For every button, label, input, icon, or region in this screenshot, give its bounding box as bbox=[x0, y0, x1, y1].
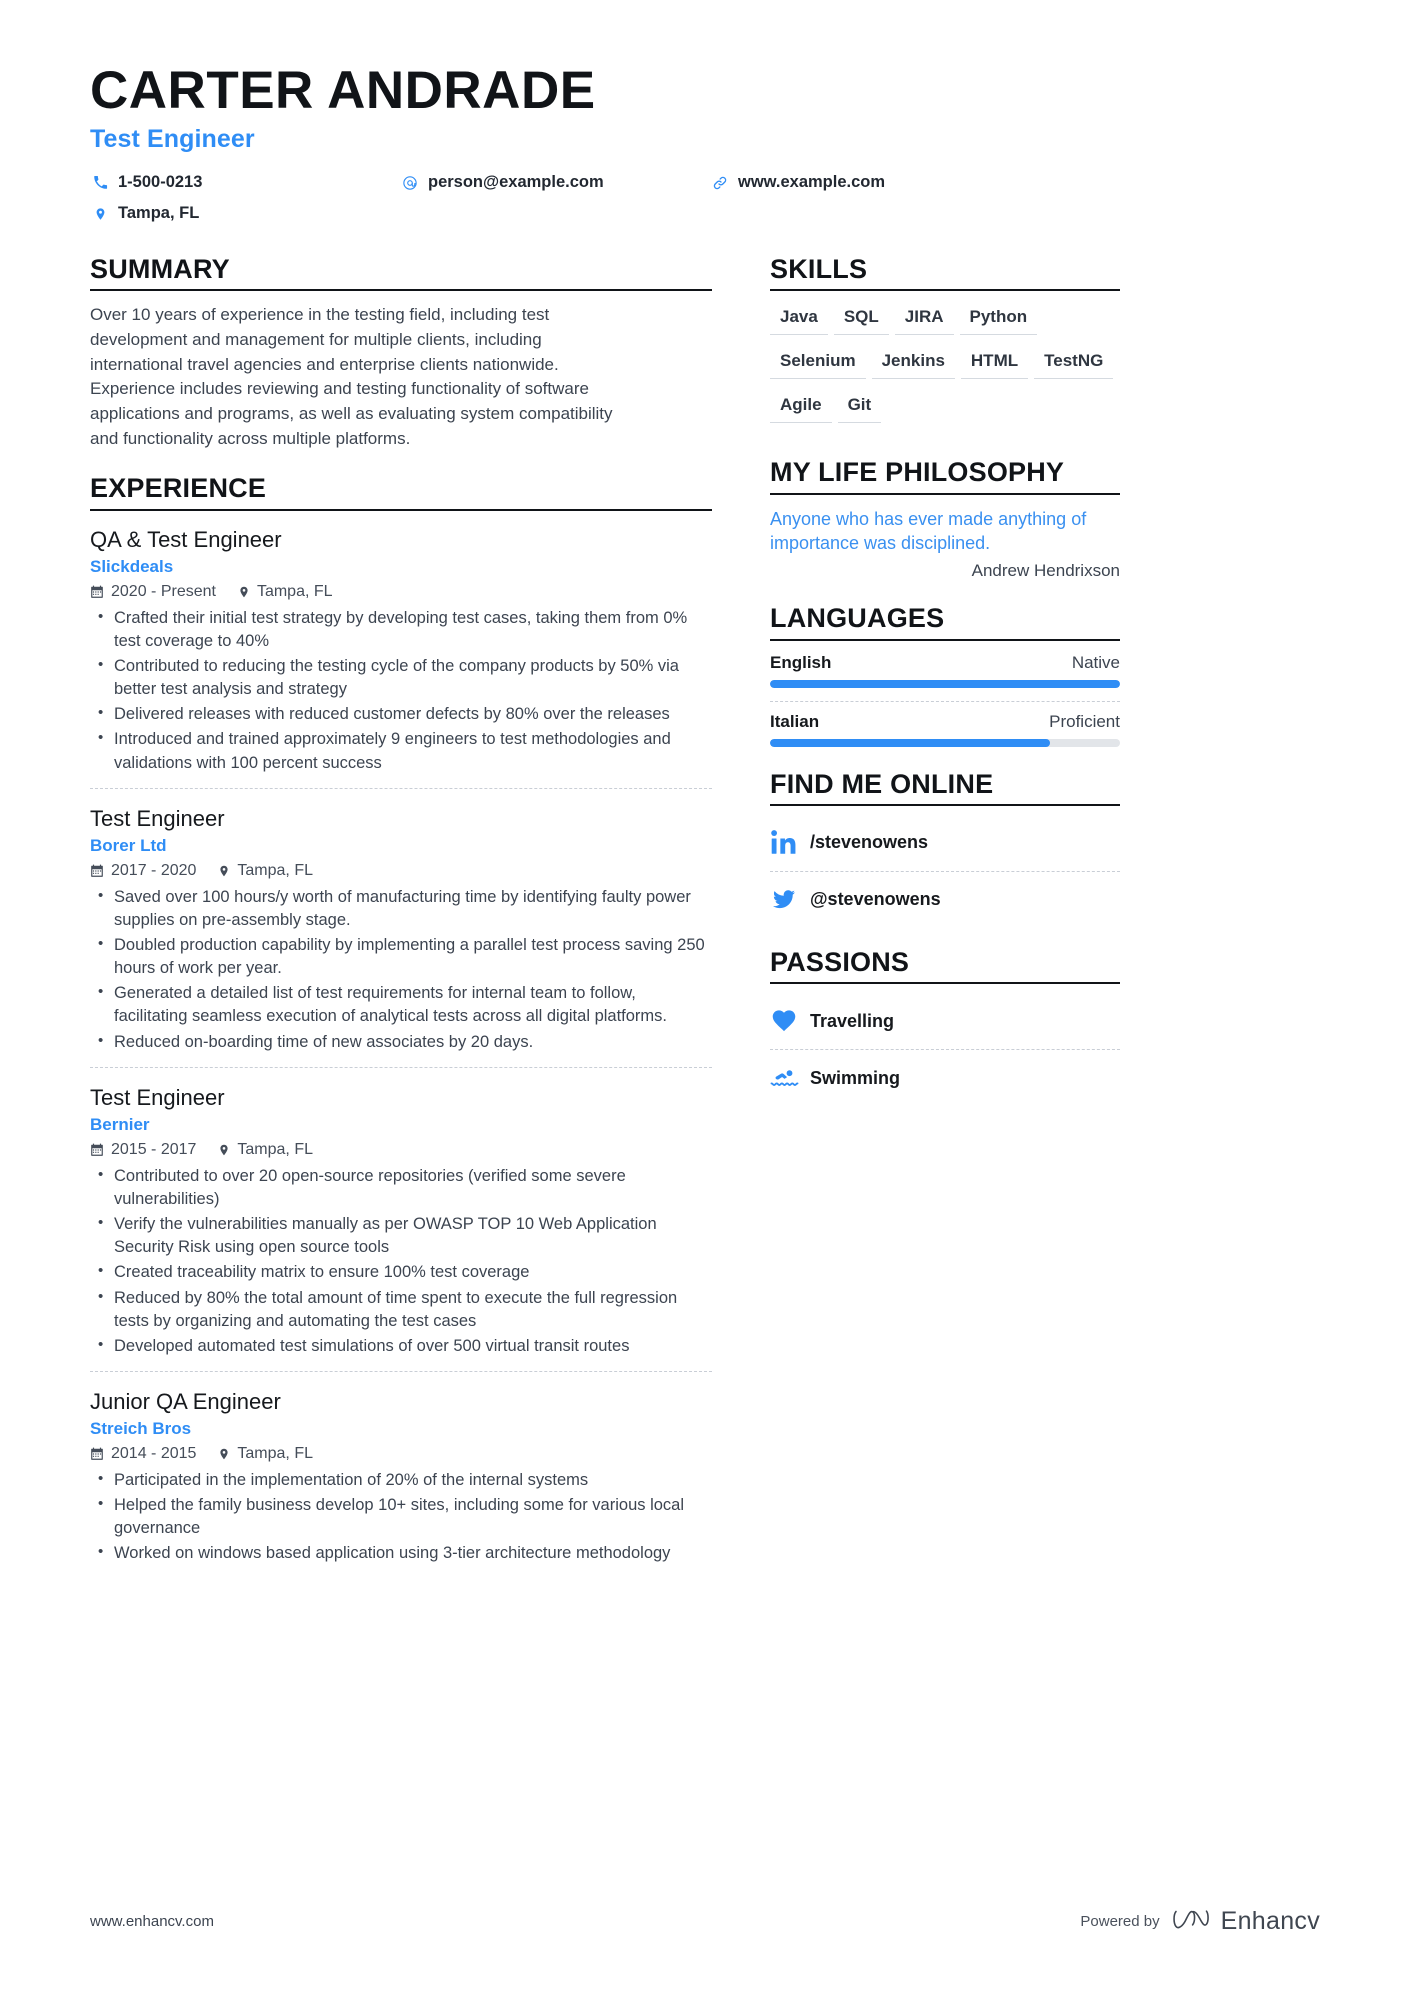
experience-title: EXPERIENCE bbox=[90, 473, 267, 504]
experience-section bbox=[90, 473, 712, 1565]
calendar-icon bbox=[90, 864, 104, 878]
section-rule bbox=[770, 639, 1120, 641]
section-rule bbox=[770, 289, 1120, 291]
bullet-item: • Helped the family business develop 10+ sites, including some for various local governance bbox=[90, 1494, 712, 1540]
skill-tag[interactable]: Git bbox=[838, 391, 882, 423]
location-icon bbox=[218, 1143, 230, 1157]
section-rule bbox=[90, 289, 712, 291]
experience-company[interactable]: Borer Ltd bbox=[90, 835, 167, 855]
experience-entry bbox=[90, 523, 712, 775]
job-title: Test Engineer bbox=[90, 125, 255, 154]
page-footer bbox=[90, 1906, 1320, 1937]
summary-section bbox=[90, 254, 712, 451]
language-item bbox=[770, 712, 1120, 747]
language-level: Proficient bbox=[1049, 711, 1120, 731]
skill-tag[interactable]: JIRA bbox=[895, 303, 954, 335]
location-icon bbox=[238, 585, 250, 599]
skill-tag[interactable]: TestNG bbox=[1034, 347, 1113, 379]
powered-by-label: Powered by bbox=[1080, 1913, 1160, 1930]
section-rule bbox=[90, 509, 712, 511]
languages-title: LANGUAGES bbox=[770, 603, 945, 634]
bullet-item: • Contributed to over 20 open-source repositories (verified some severe vulnerabilities) bbox=[90, 1165, 712, 1211]
bullet-item: • Doubled production capability by implementing a parallel test process saving 250 hours of work per year. bbox=[90, 934, 712, 980]
contact-details bbox=[90, 170, 1090, 232]
skills-section bbox=[770, 254, 1120, 435]
page-title: CARTER ANDRADE bbox=[90, 61, 596, 120]
experience-meta bbox=[90, 583, 712, 601]
language-name: Italian bbox=[770, 711, 820, 731]
experience-bullets bbox=[90, 1469, 712, 1565]
entry-divider bbox=[90, 1371, 712, 1372]
skill-tag[interactable]: Java bbox=[770, 303, 828, 335]
passion-item-swimming bbox=[770, 1053, 1120, 1103]
language-level: Native bbox=[1071, 652, 1120, 672]
experience-location: Tampa, FL bbox=[256, 582, 333, 600]
experience-role: Test Engineer bbox=[90, 805, 225, 831]
email-icon bbox=[400, 175, 420, 191]
experience-location: Tampa, FL bbox=[237, 861, 313, 879]
enhancv-brand bbox=[1172, 1906, 1320, 1937]
enhancv-brand-name: Enhancv bbox=[1220, 1907, 1320, 1935]
swimmer-icon bbox=[770, 1066, 810, 1090]
right-column bbox=[770, 254, 1120, 1587]
contact-email-value: person@example.com bbox=[428, 173, 604, 192]
calendar-icon bbox=[90, 1447, 104, 1461]
experience-company[interactable]: Streich Bros bbox=[90, 1419, 192, 1439]
social-link-linkedin[interactable] bbox=[770, 818, 1120, 868]
contact-website[interactable] bbox=[710, 170, 1040, 195]
contact-phone[interactable] bbox=[90, 170, 400, 195]
bullet-item: • Verify the vulnerabilities manually as per OWASP TOP 10 Web Application Security Risk using open source tools bbox=[90, 1213, 712, 1259]
link-icon bbox=[710, 175, 730, 191]
column-gap bbox=[712, 254, 770, 1587]
experience-location: Tampa, FL bbox=[237, 1141, 313, 1159]
bullet-item: • Developed automated test simulations of over 500 virtual transit routes bbox=[90, 1335, 712, 1358]
skill-tag[interactable]: Selenium bbox=[770, 347, 866, 379]
social-link-label: /stevenowens bbox=[810, 832, 929, 853]
entry-divider bbox=[90, 788, 712, 789]
section-rule bbox=[770, 804, 1120, 806]
experience-role: Test Engineer bbox=[90, 1084, 225, 1110]
bullet-item: • Generated a detailed list of test requirements for internal team to follow, facilitating seamless execution of analytical tests across all digital platforms. bbox=[90, 982, 712, 1028]
contact-email[interactable] bbox=[400, 170, 710, 195]
experience-location: Tampa, FL bbox=[237, 1445, 313, 1463]
summary-text: Over 10 years of experience in the testing field, including test development and management for multiple clients, including international travel agencies and enterprise clients nationwide. Experience includes reviewing and testing functionality of software applications and programs, as well as evaluating system compatibility and functionality across multiple platforms. bbox=[90, 305, 613, 448]
contact-phone-value: 1-500-0213 bbox=[118, 173, 203, 192]
section-rule bbox=[770, 982, 1120, 984]
skill-tag[interactable]: Python bbox=[960, 303, 1038, 335]
language-progress-fill bbox=[770, 680, 1120, 688]
find-me-online-title: FIND ME ONLINE bbox=[770, 768, 994, 799]
experience-dates: 2015 - 2017 bbox=[111, 1141, 197, 1159]
summary-title: SUMMARY bbox=[90, 254, 230, 285]
bullet-item: • Participated in the implementation of 20% of the internal systems bbox=[90, 1469, 712, 1492]
language-divider bbox=[770, 701, 1120, 702]
location-icon bbox=[218, 1447, 230, 1461]
experience-dates: 2014 - 2015 bbox=[111, 1445, 197, 1463]
experience-bullets bbox=[90, 886, 712, 1054]
calendar-icon bbox=[90, 585, 104, 599]
passion-divider bbox=[770, 1049, 1120, 1050]
language-progress-fill bbox=[770, 739, 1050, 747]
social-divider bbox=[770, 871, 1120, 872]
bullet-item: • Reduced by 80% the total amount of time spent to execute the full regression tests by organizing and automating the test cases bbox=[90, 1287, 712, 1333]
skills-list bbox=[770, 303, 1120, 435]
bullet-item: • Introduced and trained approximately 9 engineers to test methodologies and validations with 100 percent success bbox=[90, 728, 712, 774]
bullet-item: • Crafted their initial test strategy by developing test cases, taking them from 0% test coverage to 40% bbox=[90, 607, 712, 653]
experience-company[interactable]: Bernier bbox=[90, 1115, 150, 1135]
enhancv-logo-icon bbox=[1172, 1906, 1212, 1937]
experience-dates: 2020 - Present bbox=[111, 582, 216, 600]
passion-label: Travelling bbox=[810, 1010, 895, 1031]
skill-tag[interactable]: HTML bbox=[961, 347, 1028, 379]
language-progress-track bbox=[770, 739, 1120, 747]
experience-company[interactable]: Slickdeals bbox=[90, 556, 174, 576]
passion-label: Swimming bbox=[810, 1067, 901, 1088]
linkedin-icon bbox=[770, 829, 810, 856]
passions-section bbox=[770, 947, 1120, 1103]
bullet-item: • Contributed to reducing the testing cycle of the company products by 50% via better test analysis and strategy bbox=[90, 655, 712, 701]
experience-role: QA & Test Engineer bbox=[90, 526, 282, 552]
bullet-item: • Worked on windows based application using 3-tier architecture methodology bbox=[90, 1542, 712, 1565]
social-link-twitter[interactable] bbox=[770, 875, 1120, 925]
heart-icon bbox=[770, 1008, 810, 1034]
location-icon bbox=[90, 206, 110, 222]
entry-divider bbox=[90, 1067, 712, 1068]
experience-entry bbox=[90, 1081, 712, 1358]
philosophy-section bbox=[770, 457, 1120, 581]
social-link-label: @stevenowens bbox=[810, 889, 941, 910]
contact-website-value: www.example.com bbox=[738, 173, 886, 192]
language-item bbox=[770, 653, 1120, 688]
experience-meta bbox=[90, 1445, 712, 1463]
passion-item-travelling bbox=[770, 996, 1120, 1046]
bullet-item: • Reduced on-boarding time of new associates by 20 days. bbox=[90, 1031, 712, 1054]
twitter-icon bbox=[770, 888, 810, 912]
language-progress-track bbox=[770, 680, 1120, 688]
contact-location bbox=[90, 201, 400, 226]
calendar-icon bbox=[90, 1143, 104, 1157]
skills-title: SKILLS bbox=[770, 254, 868, 285]
resume-header bbox=[90, 62, 1320, 232]
experience-entry bbox=[90, 1385, 712, 1566]
footer-url[interactable]: www.enhancv.com bbox=[90, 1913, 214, 1930]
bullet-item: • Created traceability matrix to ensure 100% test coverage bbox=[90, 1261, 712, 1284]
section-rule bbox=[770, 493, 1120, 495]
location-icon bbox=[218, 864, 230, 878]
skill-tag[interactable]: SQL bbox=[834, 303, 889, 335]
left-column bbox=[90, 254, 712, 1587]
philosophy-author: Andrew Hendrixson bbox=[971, 561, 1120, 581]
experience-meta bbox=[90, 862, 712, 880]
experience-meta bbox=[90, 1141, 712, 1159]
experience-dates: 2017 - 2020 bbox=[111, 861, 197, 879]
philosophy-quote: Anyone who has ever made anything of importance was disciplined. bbox=[770, 508, 1087, 553]
language-name: English bbox=[770, 652, 832, 672]
contact-location-value: Tampa, FL bbox=[118, 204, 200, 223]
find-me-online-section bbox=[770, 769, 1120, 925]
passions-title: PASSIONS bbox=[770, 946, 910, 977]
experience-bullets bbox=[90, 607, 712, 775]
skill-tag[interactable]: Jenkins bbox=[872, 347, 955, 379]
bullet-item: • Delivered releases with reduced customer defects by 80% over the releases bbox=[90, 703, 712, 726]
phone-icon bbox=[90, 175, 110, 190]
experience-bullets bbox=[90, 1165, 712, 1358]
bullet-item: • Saved over 100 hours/y worth of manufacturing time by identifying faulty power supplies on pre-assembly stage. bbox=[90, 886, 712, 932]
experience-entry bbox=[90, 802, 712, 1054]
experience-role: Junior QA Engineer bbox=[90, 1388, 281, 1414]
languages-section bbox=[770, 603, 1120, 746]
skill-tag[interactable]: Agile bbox=[770, 391, 832, 423]
philosophy-title: MY LIFE PHILOSOPHY bbox=[770, 457, 1065, 488]
